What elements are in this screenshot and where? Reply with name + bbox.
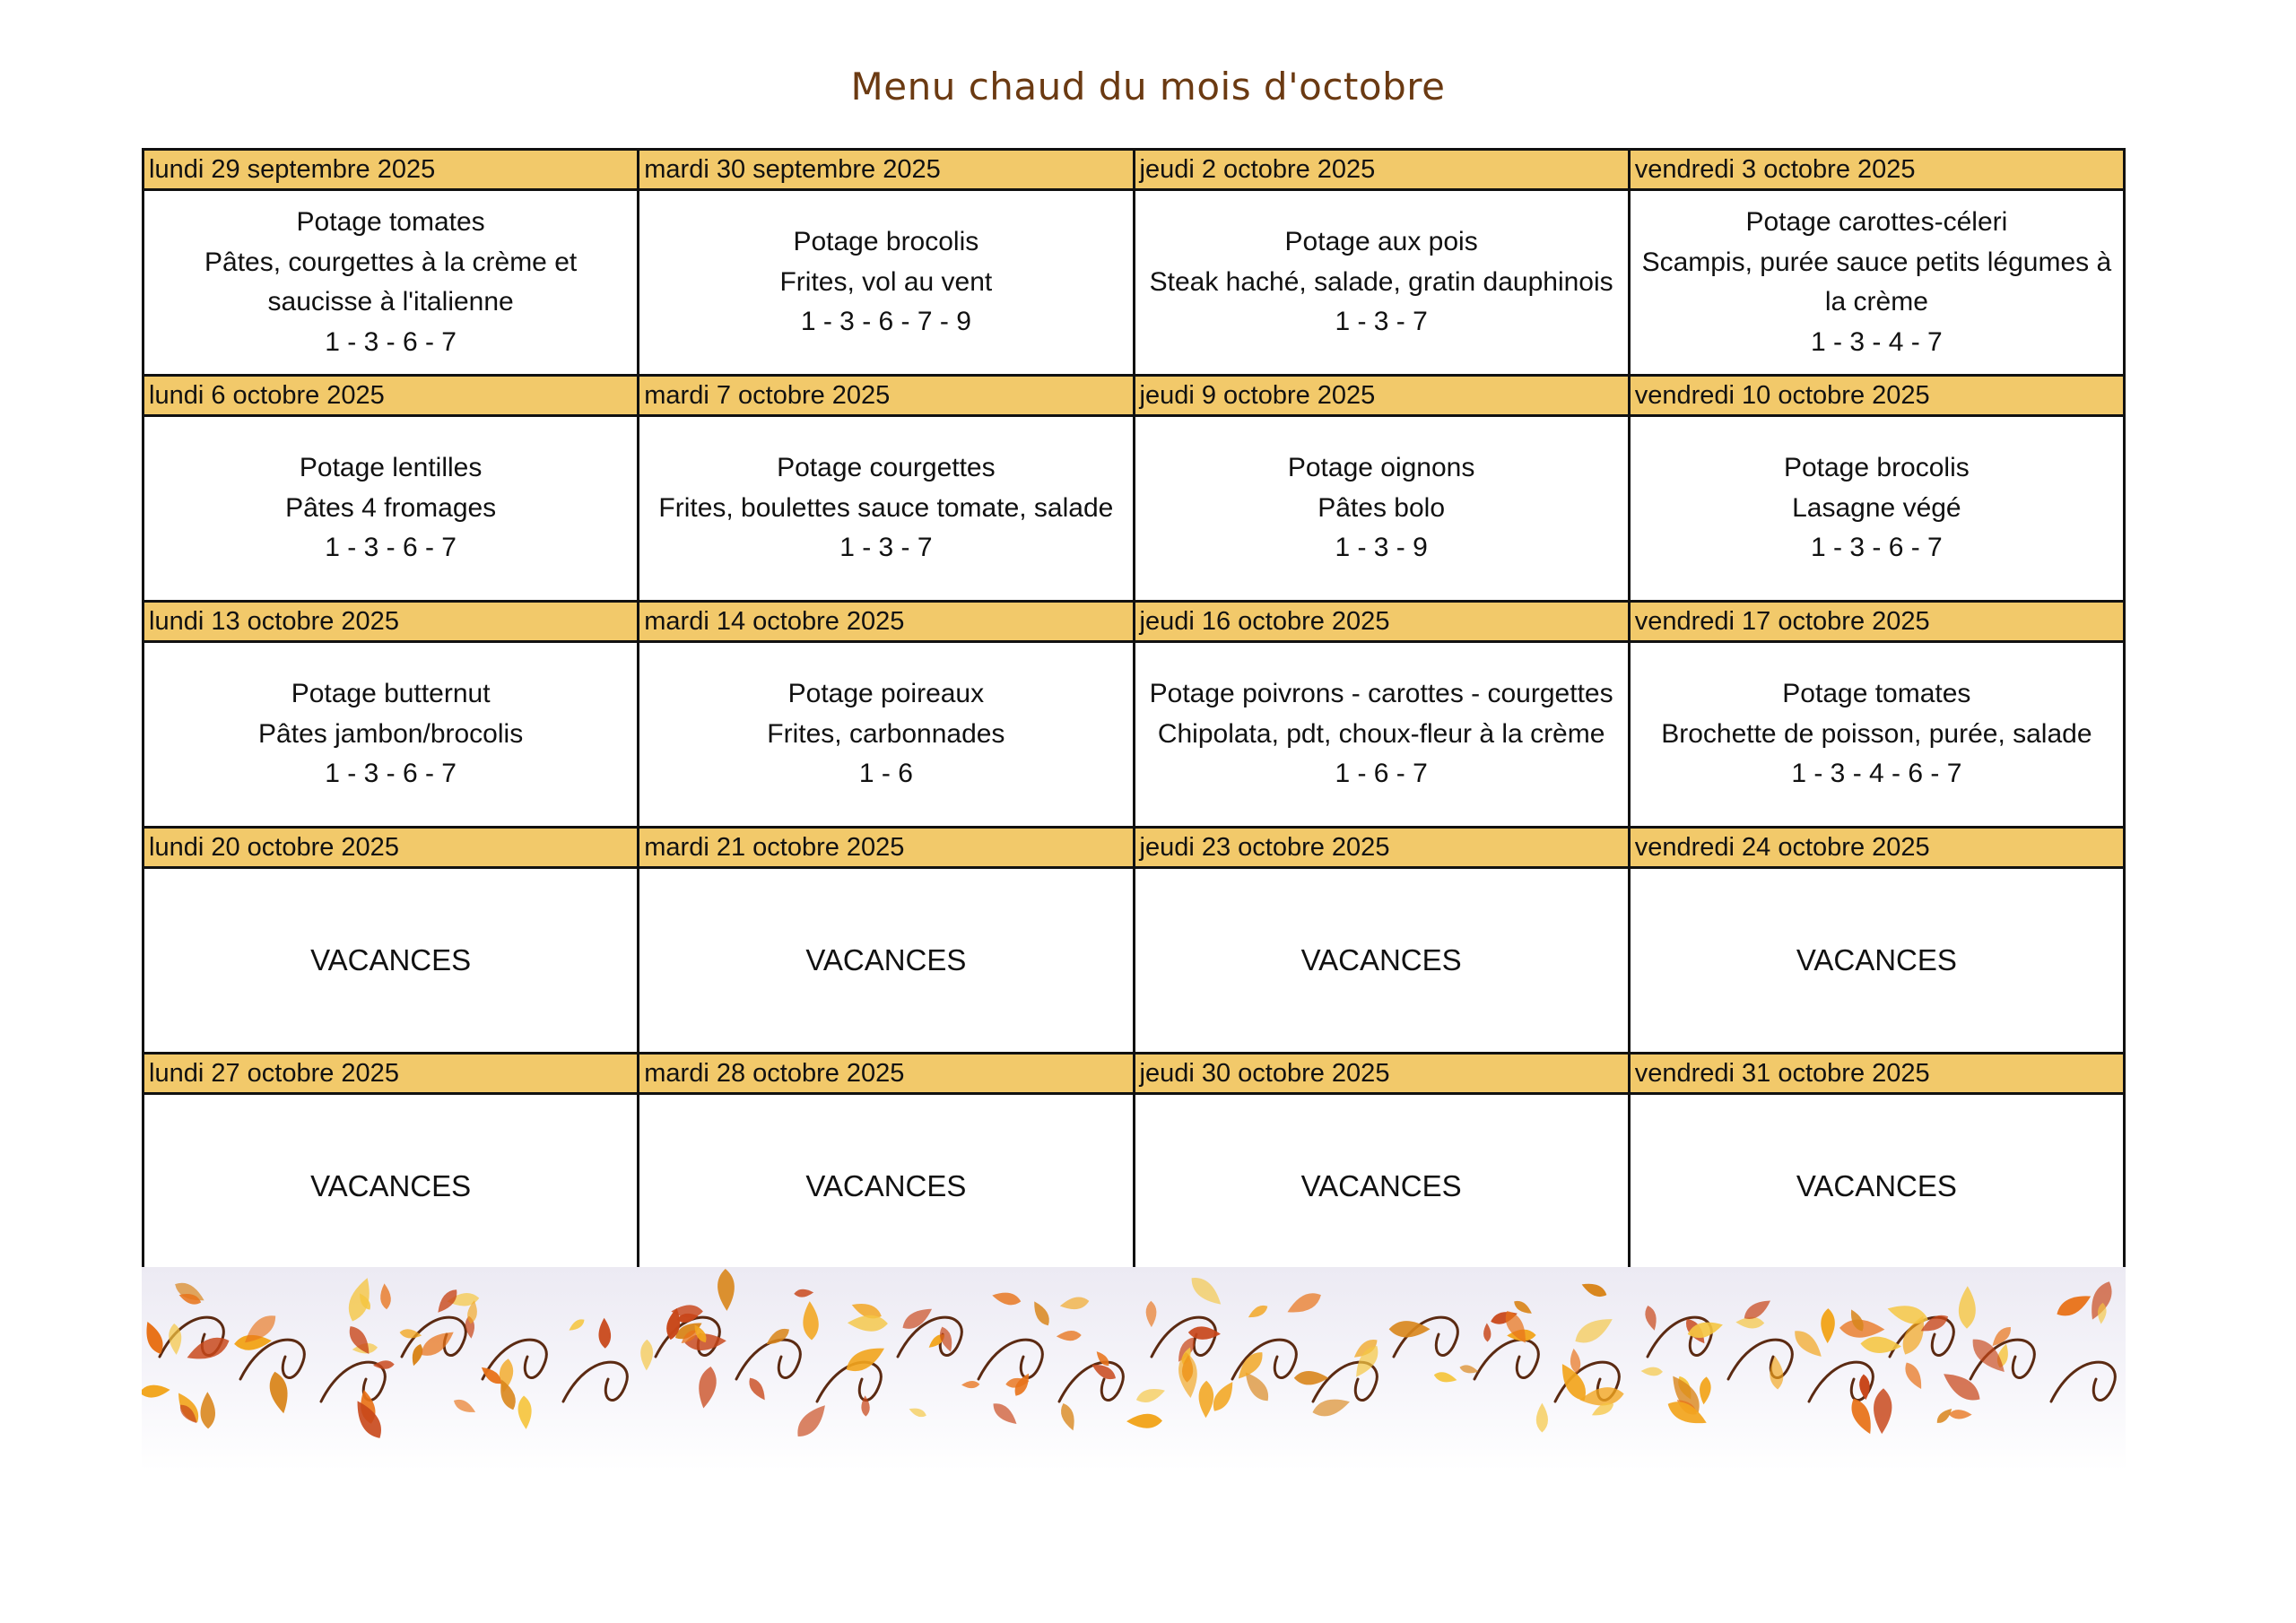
day-menu-cell [639,1095,1135,1278]
menu-line: Pâtes 4 fromages [285,492,497,523]
leaf-icon [379,1283,392,1310]
day-date: mardi 30 septembre 2025 [639,151,1135,188]
leaf-icon [451,1396,477,1417]
allergen-codes: 1 - 3 - 7 [839,533,933,563]
leaf-icon [1057,1330,1082,1341]
leaf-icon [792,1400,831,1442]
leaf-icon [1198,1381,1213,1419]
menu-line: Potage tomates [1782,679,1971,709]
holiday-label: VACANCES [310,1168,472,1202]
leaf-icon [1145,1301,1156,1328]
leaf-icon [1860,1335,1902,1354]
week-header-row [144,829,2123,869]
day-menu-cell [144,1095,639,1278]
menu-line: Potage courgettes [777,453,996,483]
leaf-icon [1057,1402,1078,1433]
menu-line: Potage poivrons - carottes - courgettes [1149,679,1613,709]
swirl-ornament [321,1362,385,1402]
leaf-icon [1059,1295,1091,1312]
holiday-label: VACANCES [805,1168,967,1202]
day-date: jeudi 9 octobre 2025 [1135,377,1631,414]
menu-line: la crème [1824,287,1928,317]
day-menu-cell [1135,869,1631,1052]
day-date: mardi 21 octobre 2025 [639,829,1135,866]
menu-line: Frites, vol au vent [779,266,993,297]
week-header-row [144,603,2123,643]
day-menu-cell [1135,643,1631,826]
day-date: mardi 14 octobre 2025 [639,603,1135,640]
day-menu-cell [144,869,639,1052]
day-menu-cell [1631,643,2123,826]
day-date: mardi 28 octobre 2025 [639,1055,1135,1092]
menu-line: Potage butternut [291,679,491,709]
swirl-ornament [1474,1340,1538,1379]
swirl-ornament [563,1362,627,1402]
week-header-row [144,151,2123,191]
day-menu-cell [1631,191,2123,374]
menu-line: Potage lentilles [299,453,483,483]
day-date: vendredi 10 octobre 2025 [1634,381,1930,410]
day-date: vendredi 3 octobre 2025 [1634,155,1916,184]
leaf-icon [1433,1370,1458,1384]
leaf-icon [908,1405,927,1419]
menu-line: Pâtes jambon/brocolis [258,718,524,749]
day-menu-cell [1135,417,1631,600]
leaf-icon [517,1395,534,1429]
menu-line: Potage carottes-céleri [1745,207,2008,237]
leaf-icon [1643,1305,1660,1332]
leaf-icon [1187,1272,1226,1310]
day-menu-cell [639,643,1135,826]
autumn-leaves-border [142,1267,2126,1471]
leaf-icon [1483,1323,1492,1341]
day-date: jeudi 30 octobre 2025 [1135,1055,1631,1092]
day-date: jeudi 2 octobre 2025 [1135,151,1631,188]
menu-line: Potage brocolis [793,227,979,257]
leaf-icon [802,1301,820,1341]
allergen-codes: 1 - 3 - 4 - 7 [1811,326,1943,357]
leaf-icon [1858,1374,1871,1401]
menu-line: saucisse à l'italienne [267,287,514,317]
leaf-icon [1821,1308,1835,1343]
leaf-icon [142,1384,170,1399]
menu-line: Frites, carbonnades [767,718,1005,749]
menu-line: Lasagne végé [1792,492,1961,523]
allergen-codes: 1 - 3 - 6 - 7 - 9 [800,307,971,337]
leaf-icon [1949,1410,1972,1419]
day-date: lundi 29 septembre 2025 [144,151,639,188]
day-menu-cell [639,191,1135,374]
day-date: mardi 7 octobre 2025 [639,377,1135,414]
day-menu-cell [1631,1095,2123,1278]
day-date: lundi 27 octobre 2025 [144,1055,639,1092]
menu-line: Chipolata, pdt, choux-fleur à la crème [1157,718,1605,749]
day-date: lundi 20 octobre 2025 [144,829,639,866]
leaf-icon [745,1375,770,1402]
allergen-codes: 1 - 3 - 4 - 6 - 7 [1791,759,1962,789]
leaf-icon [1698,1376,1712,1405]
week-header-row [144,1055,2123,1095]
holiday-label: VACANCES [1300,942,1462,976]
menu-line: Scampis, purée sauce petits légumes à [1641,247,2112,277]
holiday-label: VACANCES [1796,942,1957,976]
day-date: lundi 13 octobre 2025 [144,603,639,640]
leaf-icon [717,1269,735,1312]
menu-line: Pâtes, courgettes à la crème et [204,247,578,277]
leaf-icon [1988,1324,2014,1350]
week-menu-row [144,869,2123,1055]
leaf-icon [399,1328,422,1340]
leaf-icon [1790,1325,1827,1361]
leaf-icon [1579,1280,1608,1300]
leaf-icon [344,1275,376,1324]
leaf-icon [1536,1403,1548,1433]
day-date: vendredi 17 octobre 2025 [1634,607,1930,636]
day-date: jeudi 23 octobre 2025 [1135,829,1631,866]
day-menu-cell [144,191,639,374]
week-header-row [144,377,2123,417]
day-date: vendredi 31 octobre 2025 [1634,1059,1930,1088]
holiday-label: VACANCES [1796,1168,1957,1202]
day-menu-cell [639,417,1135,600]
leaf-icon [961,1381,980,1389]
leaf-icon [184,1332,232,1367]
holiday-label: VACANCES [805,942,967,976]
day-date: lundi 6 octobre 2025 [144,377,639,414]
leaf-icon [567,1316,587,1333]
leaf-icon [848,1315,888,1332]
menu-line: Potage poireaux [787,679,985,709]
day-date: jeudi 16 octobre 2025 [1135,603,1631,640]
allergen-codes: 1 - 3 - 6 - 7 [325,759,457,789]
day-menu-cell [1631,417,2123,600]
leaf-icon [373,1360,395,1370]
week-menu-row [144,417,2123,603]
day-menu-cell [144,643,639,826]
swirl-ornament [978,1340,1042,1379]
leaf-icon [1847,1395,1877,1437]
leaf-icon [1126,1413,1162,1428]
page-title: Menu chaud du mois d'octobre [850,65,1446,108]
leaf-icon [598,1317,612,1348]
day-menu-cell [144,417,639,600]
leaf-icon [1570,1312,1616,1349]
day-menu-cell [1135,1095,1631,1278]
day-menu-cell [1631,869,2123,1052]
day-menu-cell [1135,191,1631,374]
week-menu-row [144,643,2123,829]
menu-table [142,148,2126,1278]
leaf-icon [794,1289,813,1298]
leaf-icon [1938,1367,1985,1406]
leaf-icon [1135,1384,1167,1405]
leaf-icon [200,1392,215,1428]
leaf-icon [991,1289,1022,1307]
leaf-icon [1640,1367,1663,1376]
holiday-label: VACANCES [310,942,472,976]
leaf-icon [989,1399,1021,1428]
swirl-ornament [2051,1362,2115,1402]
leaf-icon [1959,1286,1977,1329]
leaf-icon [1246,1302,1269,1321]
swirl-ornament [1059,1362,1123,1402]
menu-line: Potage tomates [296,207,485,237]
allergen-codes: 1 - 3 - 9 [1335,533,1428,563]
leaf-icon [1030,1298,1053,1328]
leaf-icon [2053,1289,2094,1321]
allergen-codes: 1 - 6 - 7 [1335,759,1428,789]
leaf-icon [1310,1394,1352,1420]
week-menu-row [144,1095,2123,1278]
day-date: vendredi 24 octobre 2025 [1634,833,1930,862]
allergen-codes: 1 - 3 - 7 [1335,307,1428,337]
week-menu-row [144,191,2123,377]
menu-line: Potage brocolis [1783,453,1970,483]
allergen-codes: 1 - 6 [858,759,913,789]
leaf-icon [1901,1359,1926,1392]
menu-line: Steak haché, salade, gratin dauphinois [1149,266,1613,297]
menu-line: Potage oignons [1287,453,1475,483]
allergen-codes: 1 - 3 - 6 - 7 [325,326,457,357]
menu-line: Brochette de poisson, purée, salade [1661,718,2092,749]
menu-line: Potage aux pois [1284,227,1478,257]
leaf-icon [695,1365,719,1410]
day-menu-cell [639,869,1135,1052]
leaf-icon [1284,1289,1325,1319]
swirl-ornament [736,1340,800,1379]
allergen-codes: 1 - 3 - 6 - 7 [1811,533,1943,563]
leaf-icon [1873,1388,1892,1435]
leaf-icon [640,1340,653,1371]
menu-line: Frites, boulettes sauce tomate, salade [658,492,1114,523]
menu-line: Pâtes bolo [1318,492,1446,523]
holiday-label: VACANCES [1300,1168,1462,1202]
allergen-codes: 1 - 3 - 6 - 7 [325,533,457,563]
